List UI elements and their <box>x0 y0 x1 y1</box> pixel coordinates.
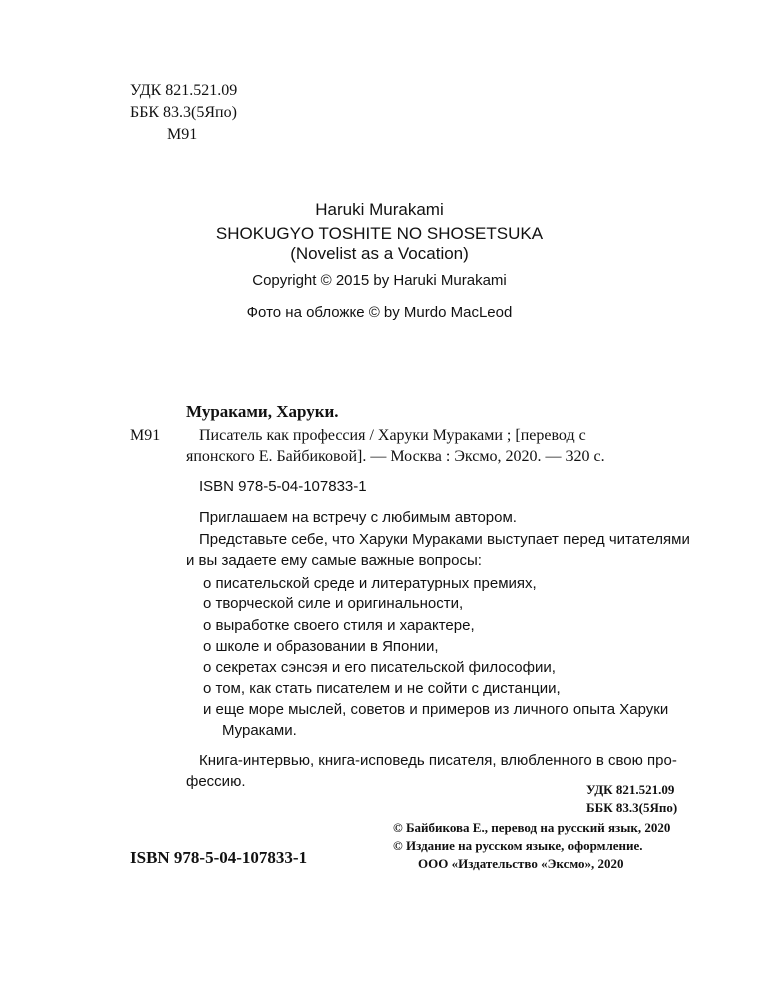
original-title: SHOKUGYO TOSHITE NO SHOSETSUKA <box>215 224 544 243</box>
annotation-topic-item: о выработке своего стиля и характере, <box>203 617 475 634</box>
bbk-code-top: ББК 83.3(5Япо) <box>130 104 237 121</box>
udk-code-bottom: УДК 821.521.09 <box>586 782 675 797</box>
bbk-code-bottom: ББК 83.3(5Япо) <box>586 800 678 815</box>
annotation-topic-item: о том, как стать писателем и не сойти с дистанции, <box>203 680 561 697</box>
annotation-paragraph-line: и вы задаете ему самые важные вопросы: <box>186 552 482 569</box>
annotation-topic-item: о творческой силе и оригинальности, <box>203 595 464 612</box>
isbn-bottom: ISBN 978-5-04-107833-1 <box>130 848 308 867</box>
annotation-intro: Приглашаем на встречу с любимым автором. <box>199 509 517 526</box>
udk-code-top: УДК 821.521.09 <box>130 82 238 99</box>
annotation-topic-item: о секретах сэнсэя и его писательской философии, <box>203 659 556 676</box>
annotation-final-line: Книга-интервью, книга-исповедь писателя, влюбленного в свою про- <box>199 752 677 769</box>
catalog-isbn: ISBN 978-5-04-107833-1 <box>199 478 367 495</box>
translation-copyright: © Байбикова Е., перевод на русский язык, 2020 <box>393 820 671 835</box>
catalog-description-line: Писатель как профессия / Харуки Мураками ; [перевод с <box>199 427 586 444</box>
original-copyright: Copyright © 2015 by Haruki Murakami <box>252 272 507 289</box>
original-subtitle: (Novelist as a Vocation) <box>290 244 469 263</box>
annotation-topic-item: о писательской среде и литературных премиях, <box>203 575 537 592</box>
annotation-topic-item: о школе и образовании в Японии, <box>203 638 439 655</box>
cover-photo-credit: Фото на обложке © by Murdo MacLeod <box>246 304 513 321</box>
author-sign-top: М91 <box>167 126 198 143</box>
catalog-description-line: японского Е. Байбиковой]. — Москва : Эксмо, 2020. — 320 с. <box>186 448 605 465</box>
publisher-copyright: ООО «Издательство «Эксмо», 2020 <box>418 856 624 871</box>
original-author: Haruki Murakami <box>315 200 444 219</box>
annotation-final-line: фессию. <box>186 773 246 790</box>
catalog-author-sign: М91 <box>130 427 161 444</box>
annotation-paragraph-line: Представьте себе, что Харуки Мураками выступает перед читателями <box>199 531 690 548</box>
annotation-topic-item: и еще море мыслей, советов и примеров из личного опыта Харуки <box>203 701 669 718</box>
annotation-topic-item-continued: Мураками. <box>222 722 297 739</box>
edition-copyright: © Издание на русском языке, оформление. <box>393 838 643 853</box>
catalog-heading-author: Мураками, Харуки. <box>186 402 339 421</box>
